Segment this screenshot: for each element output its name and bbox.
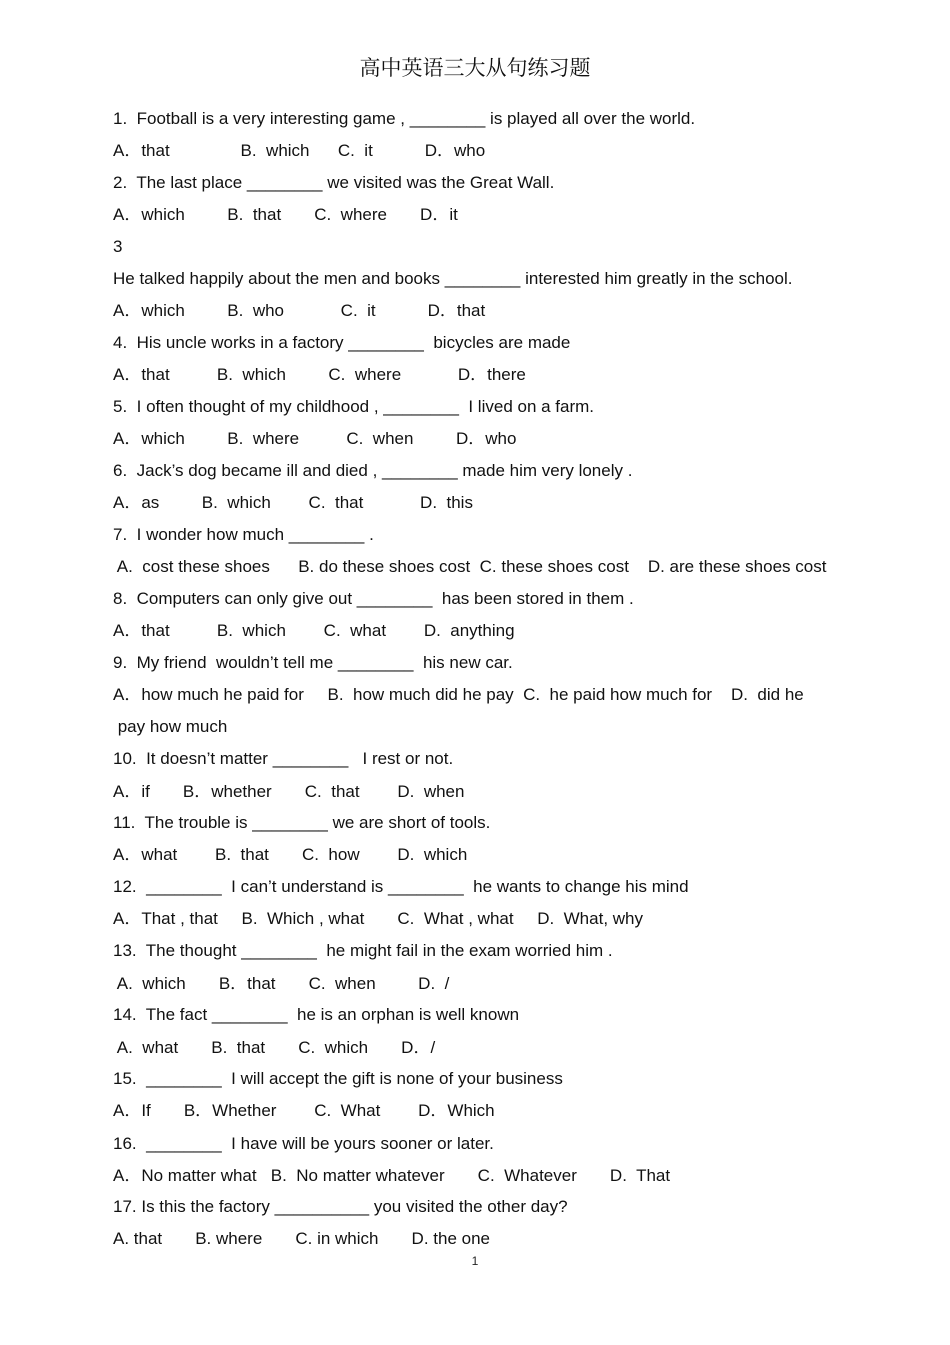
options-line: A．how much he paid for B. how much did he pay C. he paid how much for D. did he	[113, 685, 804, 704]
question-line: 12. ________ I can’t understand is ________ he wants to change his mind	[113, 877, 689, 896]
question-line: 5. I often thought of my childhood , ________ I lived on a farm.	[113, 397, 595, 416]
options-line: A. that B. where C. in which D. the one	[113, 1229, 490, 1248]
question-line: 6. Jack’s dog became ill and died , ________ made him very lonely .	[113, 461, 633, 480]
question-line: 16. ________ I have will be yours sooner or later.	[113, 1134, 494, 1153]
options-line: A．that B. which C. where D．there	[113, 365, 526, 384]
options-line: A．No matter what B. No matter whatever C. Whatever D. That	[113, 1166, 671, 1185]
options-line: A．That , that B. Which , what C. What , what D. What, why	[113, 909, 643, 928]
question-line: 9. My friend wouldn’t tell me ________ his new car.	[113, 653, 513, 672]
options-line: A．what B. that C. how D. which	[113, 845, 468, 864]
question-line: 13. The thought ________ he might fail in the exam worried him .	[113, 941, 613, 960]
options-line: A. which B．that C. when D. /	[113, 974, 450, 993]
page-number: 1	[471, 1254, 479, 1268]
question-line: 10. It doesn’t matter ________ I rest or not.	[113, 749, 454, 768]
options-line: A. cost these shoes B. do these shoes cost C. these shoes cost D. are these shoes cost	[113, 557, 827, 576]
question-line: 17. Is this the factory __________ you visited the other day?	[113, 1197, 568, 1216]
question-line: 14. The fact ________ he is an orphan is well known	[113, 1005, 520, 1024]
options-line-continued: pay how much	[113, 717, 228, 736]
page-title: 高中英语三大从句练习题	[359, 56, 591, 80]
question-line: 11. The trouble is ________ we are short of tools.	[113, 813, 491, 832]
options-line: A．that B. which C. it D．who	[113, 141, 486, 160]
question-line: 2. The last place ________ we visited was the Great Wall.	[113, 173, 555, 192]
question-line: 8. Computers can only give out ________ has been stored in them .	[113, 589, 634, 608]
question-number: 3	[113, 237, 123, 256]
question-line: 15. ________ I will accept the gift is none of your business	[113, 1069, 563, 1088]
options-line: A. what B. that C. which D．/	[113, 1038, 436, 1057]
options-line: A．which B. where C. when D．who	[113, 429, 517, 448]
question-line: 1. Football is a very interesting game , ________ is played all over the world.	[113, 109, 696, 128]
options-line: A．that B. which C. what D. anything	[113, 621, 515, 640]
options-line: A．if B．whether C. that D. when	[113, 782, 465, 801]
question-line: He talked happily about the men and books ________ interested him greatly in the school.	[113, 269, 793, 288]
question-line: 7. I wonder how much ________ .	[113, 525, 374, 544]
options-line: A．which B. who C. it D．that	[113, 301, 486, 320]
options-line: A．which B. that C. where D．it	[113, 205, 458, 224]
options-line: A．as B. which C. that D. this	[113, 493, 473, 512]
question-line: 4. His uncle works in a factory ________ bicycles are made	[113, 333, 571, 352]
options-line: A．If B．Whether C. What D．Which	[113, 1101, 495, 1120]
